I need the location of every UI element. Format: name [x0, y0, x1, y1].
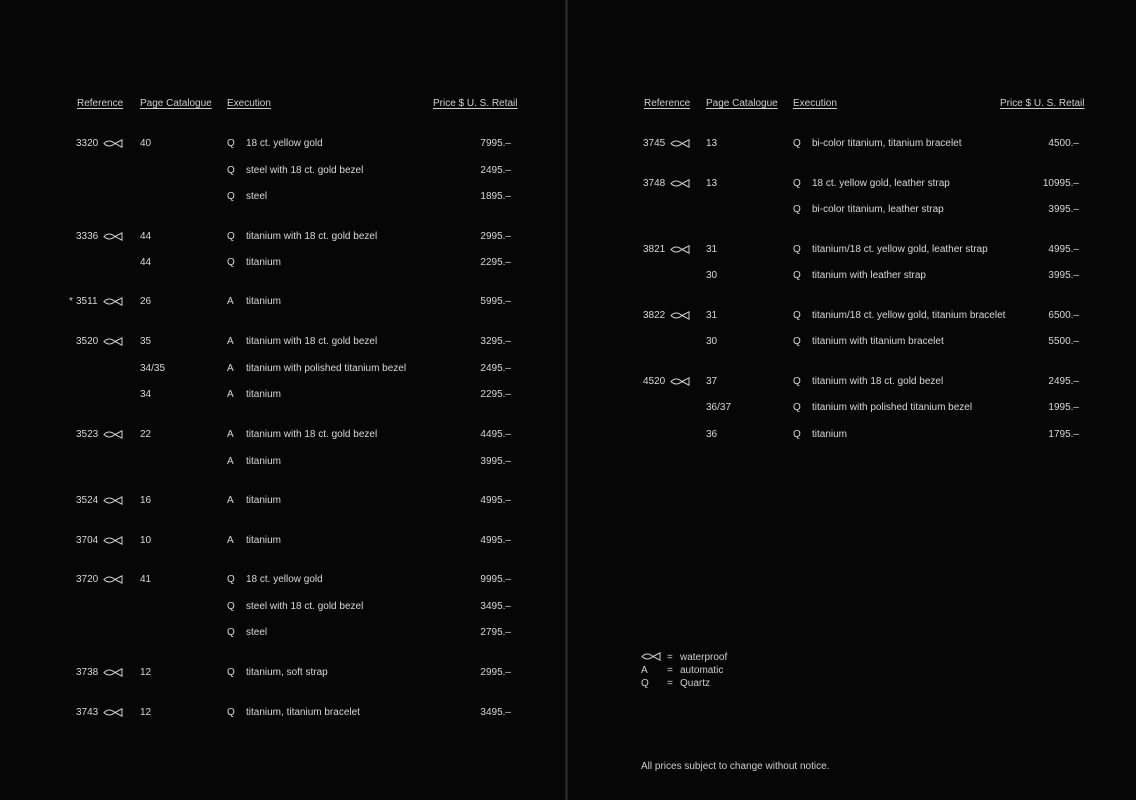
movement-type: Q	[793, 429, 801, 440]
header-reference: Reference	[77, 98, 124, 109]
price-row	[0, 363, 560, 377]
price-row	[0, 707, 560, 721]
retail-price: 3995.–	[480, 456, 511, 467]
execution-description: steel	[246, 627, 268, 638]
reference-number: 3520	[76, 336, 99, 347]
movement-type: A	[227, 495, 234, 506]
retail-price: 3495.–	[480, 601, 511, 612]
execution-description: titanium/18 ct. yellow gold, titanium bracelet	[812, 310, 1006, 321]
catalogue-page: 34	[140, 389, 152, 400]
reference-cell	[643, 336, 703, 347]
price-row	[0, 574, 560, 588]
catalogue-page: 31	[706, 244, 718, 255]
price-row	[0, 456, 560, 470]
movement-type: Q	[227, 707, 235, 718]
catalogue-page: 36	[706, 429, 718, 440]
waterproof-icon	[103, 536, 123, 548]
reference-number: 3511	[76, 296, 98, 307]
price-row	[568, 429, 1128, 443]
legend-symbol: A	[641, 665, 648, 676]
reference-cell	[76, 231, 136, 244]
price-row	[0, 191, 560, 205]
reference-number: 3336	[76, 231, 99, 242]
header-reference: Reference	[644, 98, 691, 109]
price-row	[568, 310, 1128, 324]
catalogue-page: 40	[140, 138, 152, 149]
reference-number: 3822	[643, 310, 666, 321]
execution-description: 18 ct. yellow gold	[246, 138, 323, 149]
execution-description: titanium, soft strap	[246, 667, 328, 678]
reference-cell	[76, 336, 136, 349]
retail-price: 2295.–	[480, 389, 511, 400]
retail-price: 2995.–	[480, 667, 511, 678]
price-disclaimer: All prices subject to change without notice.	[641, 761, 830, 772]
execution-description: titanium with polished titanium bezel	[246, 363, 407, 374]
waterproof-icon	[103, 575, 123, 587]
catalogue-page: 12	[140, 667, 152, 678]
retail-price: 2995.–	[480, 231, 511, 242]
waterproof-icon	[670, 311, 690, 323]
reference-number: 3320	[76, 138, 99, 149]
retail-price: 2495.–	[1048, 376, 1079, 387]
reference-cell	[76, 667, 136, 680]
execution-description: titanium	[246, 495, 282, 506]
reference-cell	[76, 535, 136, 548]
movement-type: Q	[793, 376, 801, 387]
catalogue-page: 41	[140, 574, 152, 585]
execution-description: titanium/18 ct. yellow gold, leather strap	[812, 244, 988, 255]
catalogue-page: 10	[140, 535, 152, 546]
movement-type: Q	[793, 402, 801, 413]
price-row	[0, 389, 560, 403]
retail-price: 2495.–	[480, 363, 511, 374]
price-row	[568, 178, 1128, 192]
waterproof-icon	[670, 139, 690, 151]
movement-type: Q	[793, 336, 801, 347]
movement-type: Q	[793, 310, 801, 321]
waterproof-icon	[103, 297, 123, 309]
catalogue-page: 12	[140, 707, 152, 718]
legend-equals: =	[667, 678, 673, 689]
execution-description: bi-color titanium, leather strap	[812, 204, 944, 215]
catalogue-page: 16	[140, 495, 152, 506]
price-row	[0, 296, 560, 310]
legend-label: automatic	[680, 665, 724, 676]
catalogue-page: 35	[140, 336, 152, 347]
retail-price: 9995.–	[480, 574, 511, 585]
reference-cell	[76, 257, 136, 268]
reference-cell	[643, 204, 703, 215]
header-price: Price $ U. S. Retail	[433, 98, 518, 109]
retail-price: 3995.–	[1048, 204, 1079, 215]
price-row	[0, 165, 560, 179]
retail-price: 5500.–	[1048, 336, 1079, 347]
execution-description: steel with 18 ct. gold bezel	[246, 601, 364, 612]
movement-type: Q	[793, 178, 801, 189]
reference-cell	[643, 178, 703, 191]
movement-type: Q	[227, 574, 235, 585]
execution-description: titanium	[246, 296, 282, 307]
waterproof-icon	[103, 232, 123, 244]
price-row	[568, 270, 1128, 284]
retail-price: 2495.–	[480, 165, 511, 176]
execution-description: titanium with 18 ct. gold bezel	[246, 429, 378, 440]
catalogue-page: 30	[706, 270, 718, 281]
price-row	[0, 429, 560, 443]
price-row	[568, 204, 1128, 218]
movement-type: Q	[227, 257, 235, 268]
retail-price: 5995.–	[480, 296, 511, 307]
catalogue-page: 44	[140, 231, 152, 242]
catalogue-page: 37	[706, 376, 718, 387]
reference-cell	[643, 270, 703, 281]
waterproof-icon	[670, 377, 690, 389]
waterproof-icon	[103, 668, 123, 680]
legend-equals: =	[667, 665, 673, 676]
movement-type: A	[227, 456, 234, 467]
reference-cell	[76, 363, 136, 374]
retail-price: 2295.–	[480, 257, 511, 268]
catalogue-page: 36/37	[706, 402, 732, 413]
execution-description: 18 ct. yellow gold	[246, 574, 323, 585]
header-execution: Execution	[793, 98, 837, 109]
waterproof-icon	[103, 139, 123, 151]
retail-price: 3295.–	[480, 336, 511, 347]
retail-price: 10995.–	[1042, 178, 1079, 189]
price-row	[0, 231, 560, 245]
reference-cell	[643, 376, 703, 389]
retail-price: 7995.–	[480, 138, 511, 149]
left-page	[0, 0, 565, 800]
retail-price: 4500.–	[1048, 138, 1079, 149]
reference-number: 3738	[76, 667, 99, 678]
execution-description: steel with 18 ct. gold bezel	[246, 165, 364, 176]
reference-cell	[76, 429, 136, 442]
header-page-catalogue: Page Catalogue	[706, 98, 778, 109]
execution-description: titanium with 18 ct. gold bezel	[246, 336, 378, 347]
reference-number: 3743	[76, 707, 99, 718]
waterproof-icon	[103, 430, 123, 442]
reference-cell	[643, 402, 703, 413]
reference-cell	[643, 429, 703, 440]
execution-description: titanium with 18 ct. gold bezel	[812, 376, 944, 387]
reference-cell	[76, 138, 136, 151]
reference-cell	[76, 707, 136, 720]
retail-price: 1895.–	[480, 191, 511, 202]
retail-price: 2795.–	[480, 627, 511, 638]
price-row	[568, 138, 1128, 152]
execution-description: titanium with 18 ct. gold bezel	[246, 231, 378, 242]
reference-number: 3524	[76, 495, 99, 506]
catalogue-page: 30	[706, 336, 718, 347]
price-row	[568, 402, 1128, 416]
price-row	[0, 667, 560, 681]
catalogue-page: 13	[706, 178, 718, 189]
reference-number: 3745	[643, 138, 666, 149]
movement-type: Q	[227, 191, 235, 202]
retail-price: 4995.–	[480, 535, 511, 546]
execution-description: titanium	[246, 257, 282, 268]
price-row	[0, 336, 560, 350]
price-row	[0, 495, 560, 509]
movement-type: A	[227, 389, 234, 400]
reference-cell	[76, 165, 136, 176]
reference-cell	[643, 244, 703, 257]
reference-cell	[76, 627, 136, 638]
movement-type: Q	[227, 627, 235, 638]
reference-number: 3720	[76, 574, 99, 585]
catalogue-page: 22	[140, 429, 152, 440]
movement-type: A	[227, 296, 234, 307]
retail-price: 1795.–	[1048, 429, 1079, 440]
reference-cell	[76, 495, 136, 508]
execution-description: steel	[246, 191, 268, 202]
price-row	[568, 376, 1128, 390]
retail-price: 4995.–	[480, 495, 511, 506]
movement-type: A	[227, 535, 234, 546]
reference-cell	[76, 574, 136, 587]
movement-type: Q	[793, 138, 801, 149]
execution-description: titanium	[246, 535, 282, 546]
movement-type: Q	[793, 244, 801, 255]
price-row	[0, 257, 560, 271]
execution-description: titanium	[812, 429, 848, 440]
price-row	[568, 336, 1128, 350]
movement-type: A	[227, 336, 234, 347]
catalogue-page: 13	[706, 138, 718, 149]
execution-description: titanium with leather strap	[812, 270, 926, 281]
waterproof-icon	[641, 652, 661, 664]
retail-price: 3995.–	[1048, 270, 1079, 281]
reference-cell	[76, 601, 136, 612]
execution-description: titanium	[246, 389, 282, 400]
right-page	[568, 0, 1136, 800]
movement-type: Q	[227, 667, 235, 678]
price-row	[568, 244, 1128, 258]
execution-description: titanium, titanium bracelet	[246, 707, 360, 718]
waterproof-icon	[670, 245, 690, 257]
retail-price: 4995.–	[1048, 244, 1079, 255]
movement-type: Q	[227, 165, 235, 176]
reference-cell	[643, 138, 703, 151]
movement-type: A	[227, 363, 234, 374]
reference-number: 3821	[643, 244, 666, 255]
catalogue-page: 34/35	[140, 363, 166, 374]
reference-cell	[76, 191, 136, 202]
execution-description: titanium with titanium bracelet	[812, 336, 944, 347]
reference-cell	[76, 389, 136, 400]
retail-price: 1995.–	[1048, 402, 1079, 413]
waterproof-icon	[670, 179, 690, 191]
price-row	[0, 601, 560, 615]
retail-price: 6500.–	[1048, 310, 1079, 321]
reference-number: 3523	[76, 429, 99, 440]
movement-type: Q	[227, 231, 235, 242]
catalogue-page: 31	[706, 310, 718, 321]
movement-type: A	[227, 429, 234, 440]
legend-symbol: Q	[641, 678, 649, 689]
legend-equals: =	[667, 652, 673, 663]
reference-number: 3704	[76, 535, 99, 546]
movement-type: Q	[793, 204, 801, 215]
header-page-catalogue: Page Catalogue	[140, 98, 212, 109]
reference-number: 3748	[643, 178, 666, 189]
reference-number: 4520	[643, 376, 666, 387]
price-row	[0, 627, 560, 641]
reference-cell	[69, 296, 136, 309]
catalogue-page: 26	[140, 296, 152, 307]
price-row	[0, 138, 560, 152]
reference-cell	[76, 456, 136, 467]
movement-type: Q	[793, 270, 801, 281]
movement-type: Q	[227, 138, 235, 149]
retail-price: 3495.–	[480, 707, 511, 718]
header-execution: Execution	[227, 98, 271, 109]
waterproof-icon	[103, 496, 123, 508]
legend-label: Quartz	[680, 678, 711, 689]
legend-label: waterproof	[680, 652, 728, 663]
reference-cell	[643, 310, 703, 323]
asterisk-mark: *	[69, 296, 73, 307]
waterproof-icon	[103, 708, 123, 720]
execution-description: titanium	[246, 456, 282, 467]
price-row	[0, 535, 560, 549]
retail-price: 4495.–	[480, 429, 511, 440]
waterproof-icon	[103, 337, 123, 349]
execution-description: 18 ct. yellow gold, leather strap	[812, 178, 950, 189]
execution-description: bi-color titanium, titanium bracelet	[812, 138, 962, 149]
execution-description: titanium with polished titanium bezel	[812, 402, 973, 413]
movement-type: Q	[227, 601, 235, 612]
header-price: Price $ U. S. Retail	[1000, 98, 1085, 109]
catalogue-page: 44	[140, 257, 152, 268]
